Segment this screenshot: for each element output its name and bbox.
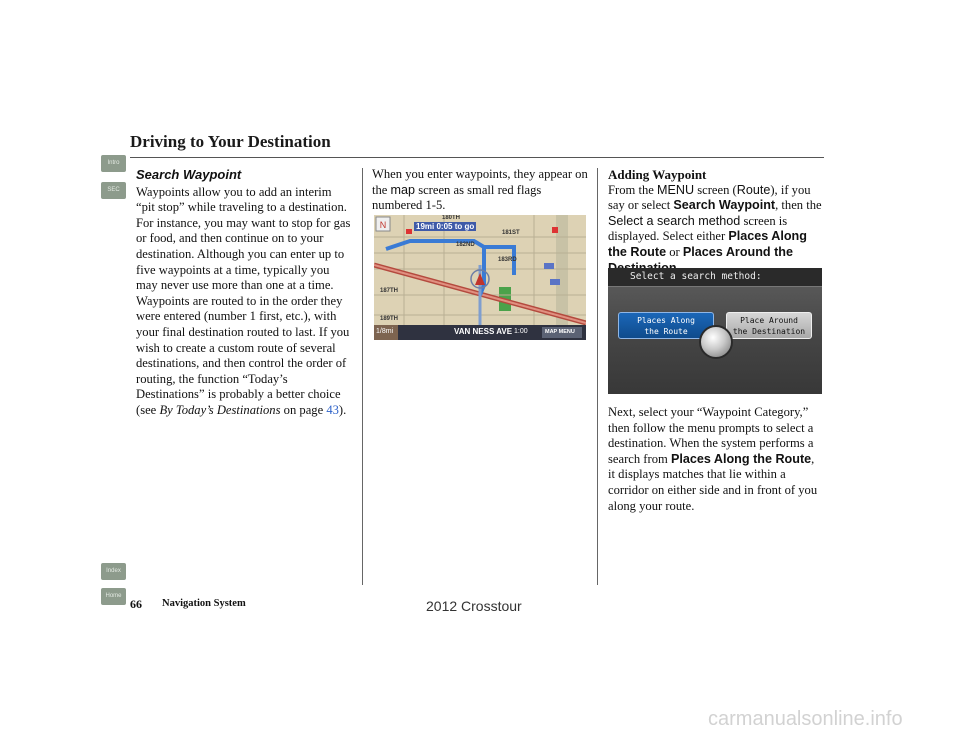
page-link-43[interactable]: 43 — [326, 402, 339, 417]
column-1-body: Waypoints allow you to add an interim “pit stop” while traveling to a destination. For instance, you may want to stop for gas or food, and then continue on to your destination. Although you can enter up to five waypoints at a time, typically you may never use more than one at a time. Waypoints are routed to in the order they were entered (number 1 first, etc.), with your final destination routed to last. If you wish to create a custom route of several destinations, and then control the order of routing, the function “Today’s Destinations” is probably a better choice (see By Today’s Destinations on page 43). — [136, 184, 351, 417]
street-label: 180TH — [442, 215, 461, 221]
joystick-knob-icon — [699, 325, 733, 359]
places-around-destination-button[interactable]: Place Around the Destination — [726, 312, 812, 339]
street-label: 189TH — [380, 316, 399, 322]
screen-title: Select a search method: — [630, 271, 762, 282]
clock: 1:00 — [514, 328, 528, 335]
site-watermark: carmanualsonline.info — [708, 708, 903, 730]
places-along-route-button[interactable]: Places Along the Route — [618, 312, 714, 339]
title-rule — [130, 157, 824, 158]
street-label: 183RD — [498, 257, 517, 263]
street-label: 187TH — [380, 288, 399, 294]
search-method-screenshot — [608, 268, 822, 394]
map-screenshot — [374, 215, 586, 340]
column-3-para-1: From the MENU screen (Route), if you say or select Search Waypoint, then the Select a search method screen is displayed. Select either Places Along the Route or Places Around the — [608, 182, 822, 259]
column-3-para-2: Next, select your “Waypoint Category,” then follow the menu prompts to select a destination. When the system performs a search from Places Along the Route, it displays matches that lie within a corridor on either side and in front of you along your route. — [608, 405, 818, 513]
column-3-lower — [608, 405, 824, 514]
column-divider-1 — [362, 168, 363, 585]
column-1 — [136, 167, 352, 419]
subsection-heading: Adding Waypoint — [608, 167, 707, 182]
map-labels — [374, 215, 586, 340]
svg-text:N: N — [379, 220, 387, 230]
footer-section: Navigation System — [162, 598, 246, 609]
column-3 — [608, 167, 824, 276]
map-scale: 1/8mi — [376, 328, 394, 335]
intro-tab[interactable]: Intro — [101, 155, 126, 172]
index-tab[interactable]: Index — [101, 563, 126, 580]
street-label: 182ND — [456, 242, 475, 248]
sec-tab[interactable]: SEC — [101, 182, 126, 199]
cross-reference-title: By Today’s Destinations — [159, 402, 281, 417]
column-divider-2 — [597, 168, 598, 585]
column-2 — [372, 167, 588, 214]
current-street: VAN NESS AVE — [454, 327, 513, 336]
home-tab[interactable]: Home — [101, 588, 126, 605]
section-heading: Search Waypoint — [136, 167, 242, 182]
model-watermark: 2012 Crosstour — [426, 598, 522, 614]
map-menu-button[interactable]: MAP MENU — [545, 329, 575, 335]
page-number: 66 — [130, 597, 142, 611]
screen-title-bar — [608, 268, 822, 287]
route-hint: 19mi 0:05 to go — [416, 222, 475, 231]
page-title: Driving to Your Destination — [130, 132, 331, 151]
street-label: 181ST — [502, 230, 520, 236]
column-2-body: When you enter waypoints, they appear on the map screen as small red flags numbered 1-5. — [372, 167, 588, 213]
